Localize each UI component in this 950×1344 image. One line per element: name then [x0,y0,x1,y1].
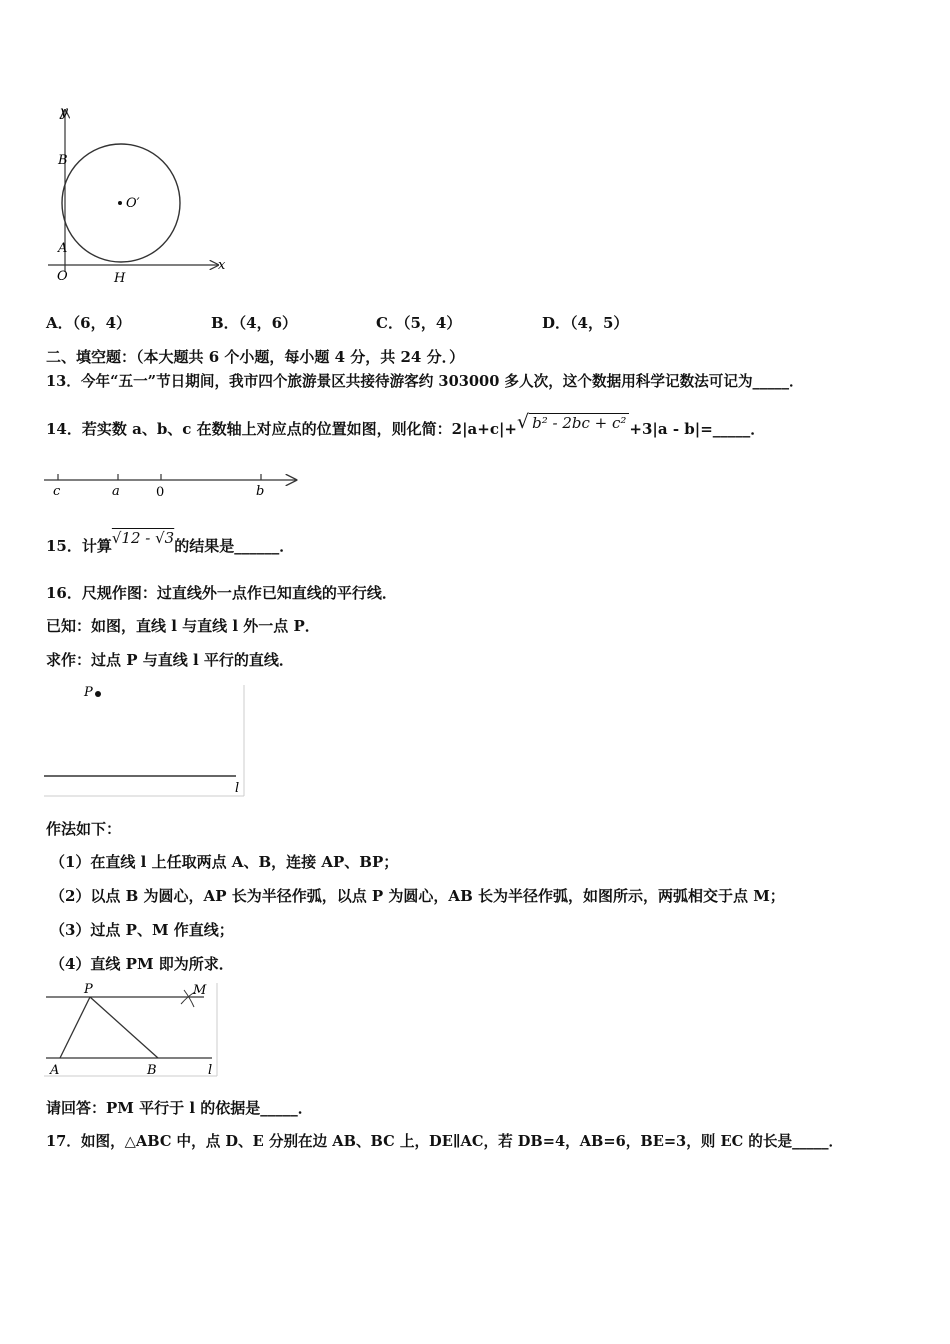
label-o: O [57,269,68,284]
label-l: l [235,781,240,796]
label-l: l [208,1063,213,1078]
option-a: A．（6，4） [46,314,132,332]
label-c: c [53,484,61,499]
question-16-given: 已知：如图，直线 l 与直线 l 外一点 P． [46,617,320,635]
method-title: 作法如下： [46,820,122,838]
question-13: 13．今年“五一”节日期间，我市四个旅游景区共接待游客约 303000 多人次，这个数据用科学记数法可记为_____． [46,373,804,390]
label-x: x [218,258,226,273]
question-17: 17．如图，△ABC 中，点 D、E 分别在边 AB、BC 上，DE∥AC，若 DB=4，AB=6，BE=3，则 EC 的长是_____． [46,1133,844,1150]
figure-point-line [44,680,249,800]
q14-radicand: b² - 2bc + c² [529,413,629,432]
label-a: A [58,241,68,256]
option-b: B．（4，6） [211,314,298,332]
label-p: P [84,982,93,997]
section-heading: 二、填空题：（本大题共 6 个小题，每小题 4 分，共 24 分．） [46,348,465,366]
step-4: （4）直线 PM 即为所求． [50,955,234,973]
label-y: y [60,104,68,120]
circle-figure [40,100,240,290]
figure-construction [44,980,224,1080]
question-16-title: 16．尺规作图：过直线外一点作已知直线的平行线． [46,584,397,602]
question-16-answer: 请回答：PM 平行于 l 的依据是_____． [46,1099,313,1117]
step-2: （2）以点 B 为圆心，AP 长为半径作弧，以点 P 为圆心，AB 长为半径作弧，如图所示，两弧相交于点 M； [50,887,785,905]
label-o-prime: O′ [126,196,140,211]
label-b: B [58,153,68,168]
q14-text-post: +3|a - b|=_____． [629,420,766,438]
label-a: a [112,484,120,499]
step-1: （1）在直线 l 上任取两点 A、B，连接 AP、BP； [50,853,399,871]
segment-bp [90,997,158,1058]
q14-text-pre: 14．若实数 a、b、c 在数轴上对应点的位置如图，则化简：2|a+c|+ [46,420,518,438]
q15-text-pre: 15．计算 [46,537,112,555]
label-p: P [84,685,93,700]
label-a: A [50,1063,60,1078]
q15-text-post: 的结果是______． [174,537,295,555]
option-d: D．（4，5） [542,314,629,332]
segment-ap [60,997,90,1058]
point-p [95,691,101,697]
q15-expression: √12 - √3 [111,529,175,547]
option-c: C．（5，4） [376,314,462,332]
label-b: b [256,484,265,499]
question-14 [46,411,766,439]
question-16-require: 求作：过点 P 与直线 l 平行的直线． [46,651,294,669]
label-m: M [193,983,207,998]
q14-sqrt: √ b² - 2bc + c² [517,414,629,432]
question-15 [46,529,295,556]
label-h: H [114,271,126,286]
number-line [40,465,305,505]
label-b: B [147,1063,157,1078]
step-3: （3）过点 P、M 作直线； [50,921,234,939]
center-dot [118,201,122,205]
label-zero: 0 [156,485,165,500]
